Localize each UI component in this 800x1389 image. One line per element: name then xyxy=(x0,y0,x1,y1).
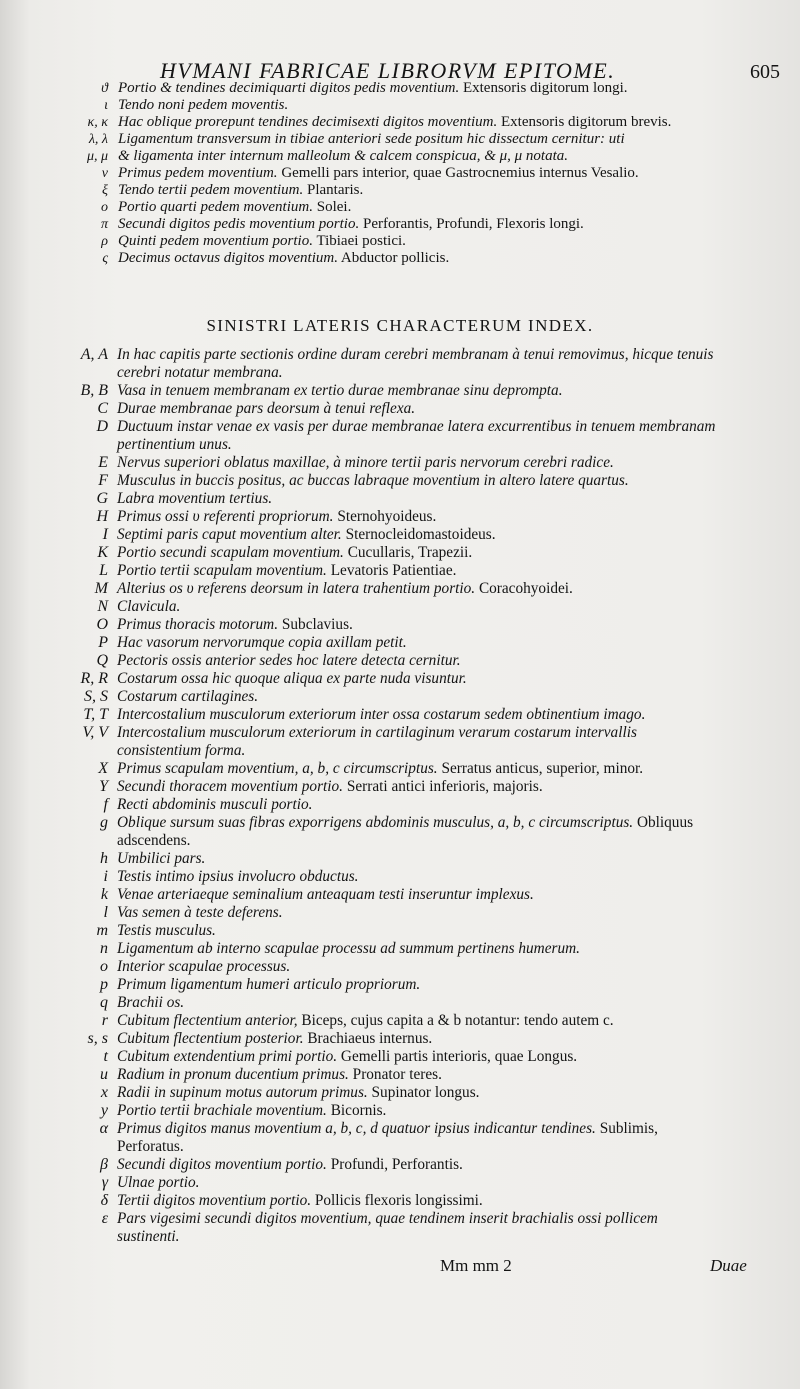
entry-mark: λ, λ xyxy=(88,132,108,147)
entry-mark: π xyxy=(100,217,108,232)
entry-vernacular-name: Biceps, cujus capita a & b notantur: tendo autem c. xyxy=(297,1012,614,1029)
entry-row xyxy=(0,544,800,562)
entry-vernacular-name: Pollicis flexoris longissimi. xyxy=(311,1192,483,1209)
entry-row xyxy=(0,80,800,97)
entry-latin-text: Primus scapulam moventium, a, b, c circumscriptus. xyxy=(117,760,438,777)
section-heading: SINISTRI LATERIS CHARACTERUM INDEX. xyxy=(206,316,594,335)
entry-latin-text: Portio & tendines decimiquarti digitos pedis moventium. xyxy=(118,80,460,96)
entry-latin-text: Secundi thoracem moventium portio. xyxy=(117,778,344,795)
entry-vernacular-name: Tibiaei postici. xyxy=(312,233,406,249)
entry-latin-text: Primum ligamentum humeri articulo propriorum. xyxy=(117,976,421,993)
entry-row xyxy=(0,1012,800,1030)
entry-latin-text: Labra moventium tertius. xyxy=(117,490,273,507)
entry-vernacular-name: Abductor pollicis. xyxy=(337,250,450,266)
entry-mark: ο xyxy=(101,200,108,215)
entry-row xyxy=(0,562,800,580)
entry-mark: F xyxy=(98,472,108,489)
entry-mark: D xyxy=(96,418,108,435)
entry-row xyxy=(0,1156,800,1174)
entry-vernacular-name: Perforantis, Profundi, Flexoris longi. xyxy=(359,216,584,232)
entry-latin-text: Hac vasorum nervorumque copia axillam petit. xyxy=(117,634,407,651)
entry-latin-text: Ulnae portio. xyxy=(117,1174,200,1191)
entry-latin-text: Pectoris ossis anterior sedes hoc latere detecta cernitur. xyxy=(117,652,461,669)
entry-mark: β xyxy=(100,1156,108,1173)
entry-row xyxy=(0,233,800,250)
entry-row xyxy=(0,131,800,148)
entry-row xyxy=(0,760,800,778)
entry-latin-text: Ligamentum ab interno scapulae processu ad summum pertinens humerum. xyxy=(117,940,580,957)
entry-latin-text: Tertii digitos moventium portio. xyxy=(117,1192,312,1209)
entry-latin-text: Primus pedem moventium. xyxy=(118,165,278,181)
entry-row xyxy=(0,454,800,472)
entry-latin-text: Radii in supinum motus autorum primus. xyxy=(117,1084,368,1101)
entry-latin-text: Radium in pronum ducentium primus. xyxy=(117,1066,349,1083)
entry-latin-text: Tendo tertii pedem moventium. xyxy=(118,182,304,198)
entry-mark: m xyxy=(96,922,108,939)
entry-row xyxy=(0,850,800,868)
entry-vernacular-name: Obliquus adscendens. xyxy=(117,814,694,849)
entry-row xyxy=(0,652,800,670)
page-number: 605 xyxy=(750,61,780,83)
entry-vernacular-name: Serrati antici inferioris, majoris. xyxy=(343,778,543,795)
entry-mark: ϑ xyxy=(101,81,108,96)
entry-vernacular-name: Profundi, Perforantis. xyxy=(326,1156,463,1173)
entry-latin-text: Portio tertii brachiale moventium. xyxy=(117,1102,327,1119)
entry-mark: l xyxy=(103,904,108,921)
entry-mark: X xyxy=(98,760,108,777)
entry-mark: N xyxy=(97,598,108,615)
entry-vernacular-name: Extensoris digitorum brevis. xyxy=(497,114,672,130)
entry-latin-text: Pars vigesimi secundi digitos moventium, quae tendinem inserit brachialis ossi pollicem sustinenti. xyxy=(117,1210,658,1245)
entry-latin-text: Ligamentum transversum in tibiae anteriori sede positum hic dissectum cernitur: uti xyxy=(118,131,625,147)
entry-vernacular-name: Pronator teres. xyxy=(348,1066,442,1083)
entry-mark: ι xyxy=(104,98,108,113)
entry-latin-text: Decimus octavus digitos moventium. xyxy=(118,250,338,266)
entry-latin-text: Brachii os. xyxy=(117,994,185,1011)
entry-vernacular-name: Sublimis, Perforatus. xyxy=(117,1120,658,1155)
entry-mark: ξ xyxy=(102,183,108,198)
entry-mark: ε xyxy=(101,1210,108,1227)
entry-latin-text: Quinti pedem moventium portio. xyxy=(118,233,313,249)
entry-mark: E xyxy=(98,454,108,471)
entry-mark: R, R xyxy=(80,670,108,687)
entry-latin-text: Testis intimo ipsius involucro obductus. xyxy=(117,868,359,885)
entry-latin-text: Durae membranae pars deorsum à tenui reflexa. xyxy=(117,400,416,417)
entry-latin-text: Oblique sursum suas fibras exporrigens abdominis musculus, a, b, c circumscriptus. xyxy=(117,814,634,831)
signature-mark: Mm mm 2 xyxy=(440,1256,512,1275)
entry-row xyxy=(0,472,800,490)
entry-mark: y xyxy=(100,1102,108,1119)
entry-row xyxy=(0,778,800,796)
entry-latin-text: Cubitum flectentium anterior, xyxy=(117,1012,298,1029)
entry-row xyxy=(0,1210,800,1246)
entry-mark: V, V xyxy=(82,724,108,741)
entry-vernacular-name: Coracohyoidei. xyxy=(475,580,573,597)
entry-latin-text: Portio quarti pedem moventium. xyxy=(118,199,313,215)
entry-row xyxy=(0,97,800,114)
entry-row xyxy=(0,1102,800,1120)
entry-mark: p xyxy=(100,976,108,993)
entry-row xyxy=(0,165,800,182)
top-entries xyxy=(0,80,800,267)
entry-mark: u xyxy=(100,1066,108,1083)
entry-latin-text: Nervus superiori oblatus maxillae, à minore tertii paris nervorum cerebri radice. xyxy=(117,454,614,471)
entry-mark: K xyxy=(97,544,108,561)
entry-mark: C xyxy=(97,400,108,417)
entry-mark: P xyxy=(98,634,108,651)
entry-row xyxy=(0,688,800,706)
entry-row xyxy=(0,1066,800,1084)
entry-latin-text: Tendo noni pedem moventis. xyxy=(118,97,289,113)
entry-mark: h xyxy=(100,850,108,867)
entry-mark: I xyxy=(102,526,108,543)
entry-mark: κ, κ xyxy=(87,115,108,130)
entry-row xyxy=(0,114,800,131)
entry-vernacular-name: Brachiaeus internus. xyxy=(303,1030,433,1047)
entry-latin-text: Intercostalium musculorum exteriorum inter ossa costarum sedem obtinentium imago. xyxy=(117,706,646,723)
entry-latin-text: Portio secundi scapulam moventium. xyxy=(117,544,344,561)
entry-mark: ν xyxy=(101,166,108,181)
entry-row xyxy=(0,1048,800,1066)
entry-latin-text: Primus ossi υ referenti propriorum. xyxy=(117,508,334,525)
entry-vernacular-name: Sternohyoideus. xyxy=(333,508,437,525)
entry-vernacular-name: Cucullaris, Trapezii. xyxy=(343,544,473,561)
entry-mark: A, A xyxy=(80,346,108,363)
entry-latin-text: Umbilici pars. xyxy=(117,850,206,867)
entry-row xyxy=(0,418,800,454)
entry-latin-text: Testis musculus. xyxy=(117,922,216,939)
entry-latin-text: Primus thoracis motorum. xyxy=(117,616,279,633)
entry-mark: i xyxy=(103,868,108,885)
entry-mark: g xyxy=(100,814,108,831)
entry-row xyxy=(0,958,800,976)
entry-latin-text: Alterius os υ referens deorsum in latera trahentium portio. xyxy=(117,580,476,597)
entry-mark: n xyxy=(100,940,108,957)
entry-latin-text: Costarum ossa hic quoque aliqua ex parte nuda visuntur. xyxy=(117,670,467,687)
entry-mark: O xyxy=(96,616,108,633)
entry-latin-text: Ductuum instar venae ex vasis per durae membranae latera excurrentibus in tenuem membranam pertinentium unus. xyxy=(117,418,716,453)
entry-row xyxy=(0,250,800,267)
entry-vernacular-name: Plantaris. xyxy=(303,182,364,198)
entry-row xyxy=(0,814,800,850)
entry-latin-text: & ligamenta inter internum malleolum & calcem conspicua, & μ, μ notata. xyxy=(118,148,568,164)
entry-mark: B, B xyxy=(80,382,108,399)
entry-row xyxy=(0,1174,800,1192)
entry-mark: s, s xyxy=(87,1030,108,1047)
entry-mark: r xyxy=(101,1012,108,1029)
entry-latin-text: Vasa in tenuem membranam ex tertio durae membranae sinu deprompta. xyxy=(117,382,563,399)
entry-row xyxy=(0,868,800,886)
entry-row xyxy=(0,994,800,1012)
entry-latin-text: Costarum cartilagines. xyxy=(117,688,259,705)
entry-mark: x xyxy=(100,1084,108,1101)
entry-mark: M xyxy=(94,580,108,597)
entry-latin-text: Musculus in buccis positus, ac buccas labraque moventium in altero latere quartus. xyxy=(117,472,629,489)
entry-latin-text: In hac capitis parte sectionis ordine duram cerebri membranam à tenui removimus, hicque tenuis cerebri notatur membrana. xyxy=(117,346,714,381)
entry-row xyxy=(0,199,800,216)
entry-row xyxy=(0,382,800,400)
entry-row xyxy=(0,508,800,526)
entry-latin-text: Cubitum extendentium primi portio. xyxy=(117,1048,338,1065)
entry-row xyxy=(0,1084,800,1102)
entry-mark: o xyxy=(100,958,108,975)
entry-mark: G xyxy=(96,490,108,507)
entry-row xyxy=(0,400,800,418)
entry-mark: ρ xyxy=(101,234,108,249)
entry-vernacular-name: Bicornis. xyxy=(326,1102,387,1119)
entry-mark: α xyxy=(99,1120,108,1137)
entry-mark: μ, μ xyxy=(86,149,108,164)
entry-mark: δ xyxy=(100,1192,108,1209)
entry-mark: L xyxy=(99,562,108,579)
entry-row xyxy=(0,346,800,382)
entry-mark: k xyxy=(100,886,108,903)
entry-row xyxy=(0,526,800,544)
entry-mark: H xyxy=(96,508,108,525)
entry-row xyxy=(0,182,800,199)
entry-mark: T, T xyxy=(83,706,108,723)
entry-mark: Q xyxy=(96,652,108,669)
entry-row xyxy=(0,616,800,634)
entry-latin-text: Intercostalium musculorum exteriorum in cartilaginum verarum costarum intervallis consistentium forma. xyxy=(117,724,637,759)
entry-latin-text: Vas semen à teste deferens. xyxy=(117,904,283,921)
entry-mark: ς xyxy=(102,251,108,266)
entry-row xyxy=(0,216,800,233)
entry-mark: f xyxy=(103,796,108,813)
index-entries xyxy=(0,346,800,1246)
entry-mark: q xyxy=(100,994,108,1011)
entry-vernacular-name: Supinator longus. xyxy=(367,1084,480,1101)
entry-vernacular-name: Levatoris Patientiae. xyxy=(326,562,457,579)
entry-row xyxy=(0,598,800,616)
entry-latin-text: Interior scapulae processus. xyxy=(117,958,291,975)
entry-mark: γ xyxy=(101,1174,108,1191)
entry-latin-text: Venae arteriaeque seminalium anteaquam testi inseruntur implexus. xyxy=(117,886,534,903)
entry-mark: t xyxy=(103,1048,108,1065)
entry-latin-text: Clavicula. xyxy=(117,598,181,615)
entry-vernacular-name: Sternocleidomastoideus. xyxy=(341,526,496,543)
running-title: HVMANI FABRICAE LIBRORVM EPITOME. xyxy=(160,58,616,83)
entry-latin-text: Portio tertii scapulam moventium. xyxy=(117,562,327,579)
entry-row xyxy=(0,148,800,165)
entry-row xyxy=(0,490,800,508)
entry-latin-text: Secundi digitos moventium portio. xyxy=(117,1156,327,1173)
entry-vernacular-name: Gemelli partis interioris, quae Longus. xyxy=(337,1048,578,1065)
entry-latin-text: Hac oblique prorepunt tendines decimisexti digitos moventium. xyxy=(118,114,498,130)
entry-row xyxy=(0,724,800,760)
entry-row xyxy=(0,796,800,814)
entry-row xyxy=(0,706,800,724)
entry-row xyxy=(0,904,800,922)
entry-vernacular-name: Subclavius. xyxy=(278,616,353,633)
entry-vernacular-name: Extensoris digitorum longi. xyxy=(459,80,628,96)
entry-latin-text: Cubitum flectentium posterior. xyxy=(117,1030,304,1047)
catchword: Duae xyxy=(710,1256,747,1275)
entry-latin-text: Secundi digitos pedis moventium portio. xyxy=(118,216,360,232)
entry-row xyxy=(0,940,800,958)
entry-row xyxy=(0,1192,800,1210)
entry-mark: Y xyxy=(99,778,108,795)
entry-mark: S, S xyxy=(84,688,108,705)
entry-row xyxy=(0,1120,800,1156)
entry-vernacular-name: Solei. xyxy=(312,199,352,215)
entry-row xyxy=(0,886,800,904)
entry-row xyxy=(0,580,800,598)
entry-row xyxy=(0,922,800,940)
entry-row xyxy=(0,634,800,652)
entry-latin-text: Septimi paris caput moventium alter. xyxy=(117,526,342,543)
entry-row xyxy=(0,976,800,994)
entry-vernacular-name: Gemelli pars interior, quae Gastrocnemius internus Vesalio. xyxy=(277,165,639,181)
entry-row xyxy=(0,670,800,688)
entry-vernacular-name: Serratus anticus, superior, minor. xyxy=(437,760,644,777)
entry-latin-text: Primus digitos manus moventium a, b, c, d quatuor ipsius indicantur tendines. xyxy=(117,1120,596,1137)
entry-row xyxy=(0,1030,800,1048)
entry-latin-text: Recti abdominis musculi portio. xyxy=(117,796,313,813)
